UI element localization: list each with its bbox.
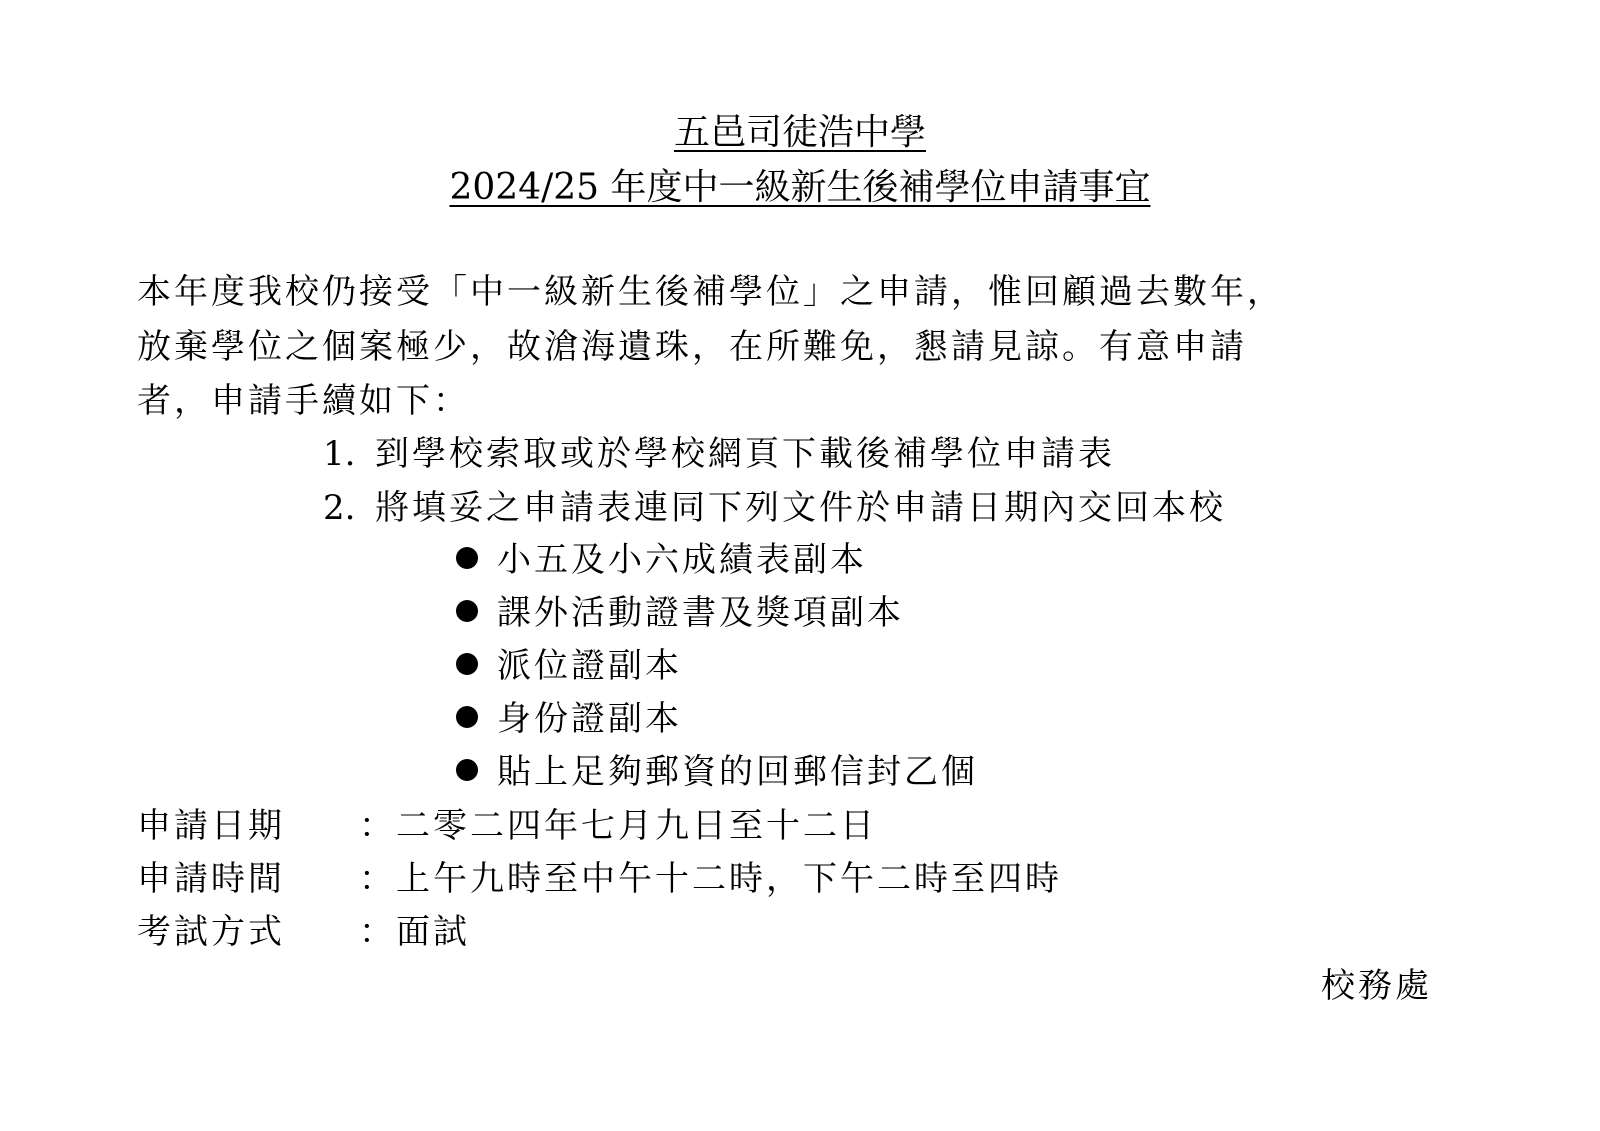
step-text: 到學校索取或於學校網頁下載後補學位申請表 xyxy=(375,434,1115,474)
document-list-item: 課外活動證書及獎項副本 xyxy=(456,593,904,633)
bullet-icon xyxy=(456,600,478,622)
intro-line-2: 放棄學位之個案極少，故滄海遺珠，在所難免，懇請見諒。有意申請 xyxy=(137,327,1247,367)
step-number: 1. xyxy=(323,434,356,474)
bullet-icon xyxy=(456,653,478,675)
step-text: 將填妥之申請表連同下列文件於申請日期內交回本校 xyxy=(375,488,1226,528)
document-list-item: 貼上足夠郵資的回郵信封乙個 xyxy=(456,752,978,792)
document-list-item: 小五及小六成績表副本 xyxy=(456,540,867,580)
detail-row-application-date xyxy=(137,806,877,846)
bullet-icon xyxy=(456,706,478,728)
detail-row-application-time xyxy=(137,859,1062,899)
school-name-heading: 五邑司徒浩中學 xyxy=(673,112,926,153)
step-number: 2. xyxy=(323,488,356,528)
detail-label: 申請時間 xyxy=(137,859,285,899)
intro-line-3: 者，申請手續如下： xyxy=(137,381,470,421)
document-list-item: 身份證副本 xyxy=(456,699,682,739)
detail-value: ：二零二四年七月九日至十二日 xyxy=(359,806,877,846)
intro-line-1: 本年度我校仍接受「中一級新生後補學位」之申請，惟回顧過去數年， xyxy=(137,272,1284,312)
detail-label: 考試方式 xyxy=(137,912,285,952)
step-item-2 xyxy=(323,488,1226,528)
detail-value: ：面試 xyxy=(359,912,470,952)
bullet-icon xyxy=(456,759,478,781)
signoff-office: 校務處 xyxy=(1321,966,1432,1006)
document-list-item: 派位證副本 xyxy=(456,646,682,686)
bullet-icon xyxy=(456,547,478,569)
detail-row-exam-method xyxy=(137,912,470,952)
notice-title-heading: 2024/25 年度中一級新生後補學位申請事宜 xyxy=(449,167,1151,208)
detail-value: ：上午九時至中午十二時，下午二時至四時 xyxy=(359,859,1062,899)
step-item-1 xyxy=(323,434,1115,474)
detail-label: 申請日期 xyxy=(137,806,285,846)
